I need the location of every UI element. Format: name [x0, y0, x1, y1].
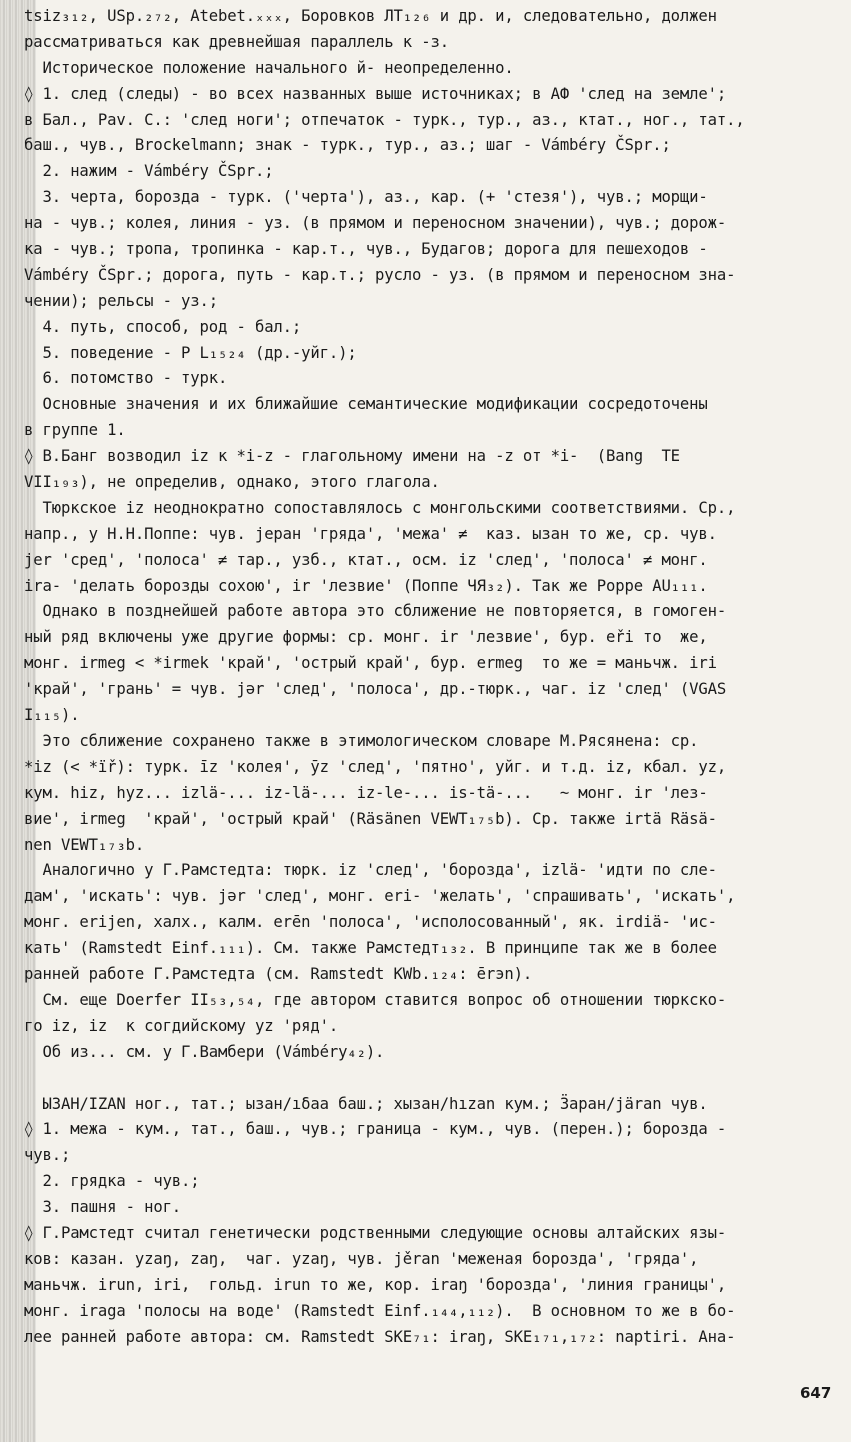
text-line: ЫЗАН/IZAN ног., тат.; ызан/ıδaa баш.; хызан/hızan кум.; Ӟаран/järan чув.	[24, 1094, 708, 1113]
text-line: кум. hiz, hyz... izlä-... iz-lä-... iz-le-... is-tä-... ~ монг. ir 'лез-	[24, 783, 708, 802]
text-line: Однако в позднейшей работе автора это сближение не повторяется, в гомоген-	[24, 602, 727, 621]
text-line: Vámbéry ČSpr.; дорога, путь - кар.т.; русло - уз. (в прямом и переносном зна-	[24, 265, 736, 284]
text-line: рассматриваться как древнейшая параллель к -з.	[24, 32, 449, 51]
text-line: ◊ 1. межа - кум., тат., баш., чув.; граница - кум., чув. (перен.); борозда -	[24, 1120, 727, 1139]
text-line: монг. irmeg < *irmek 'край', 'острый край', бур. ermeg то же = маньчж. iri	[24, 654, 717, 673]
text-line: VII₁₉₃), не определив, однако, этого глагола.	[24, 473, 440, 492]
text-line: jer 'сред', 'полоса' ≠ тар., узб., ктат., осм. iz 'след', 'полоса' ≠ монг.	[24, 550, 708, 569]
text-line: кать' (Ramstedt Einf.₁₁₁). См. также Рамстедт₁₃₂. В принципе так же в более	[24, 939, 717, 958]
text-line: Аналогично у Г.Рамстедта: тюрк. iz 'след', 'борозда', izlä- 'идти по сле-	[24, 861, 717, 880]
text-line: Основные значения и их ближайшие семантические модификации сосредоточены	[24, 395, 708, 414]
text-line: маньчж. irun, iri, гольд. irun то же, кор. iraŋ 'борозда', 'линия границы',	[24, 1275, 727, 1294]
text-line: 2. нажим - Vámbéry ČSpr.;	[24, 162, 274, 181]
text-line: ira- 'делать борозды сохою', ir 'лезвие' (Поппе ЧЯ₃₂). Так же Poppe AU₁₁₁.	[24, 576, 708, 595]
text-line: 2. грядка - чув.;	[24, 1172, 200, 1191]
text-line: 6. потомство - турк.	[24, 369, 228, 388]
text-line: в Бал., Pav. C.: 'след ноги'; отпечаток - турк., тур., аз., ктат., ног., тат.,	[24, 110, 745, 129]
text-line: чении); рельсы - уз.;	[24, 291, 219, 310]
text-line: на - чув.; колея, линия - уз. (в прямом и переносном значении), чув.; дорож-	[24, 214, 727, 233]
text-line: монг. iraga 'полосы на воде' (Ramstedt Einf.₁₄₄,₁₁₂). В основном то же в бо-	[24, 1301, 736, 1320]
text-line: Историческое положение начального й- неопределенно.	[24, 58, 514, 77]
text-line: в группе 1.	[24, 421, 126, 440]
text-line: ков: казан. yzaŋ, zaŋ, чаг. yzaŋ, чув. jěran 'меженая борозда', 'гряда',	[24, 1249, 699, 1268]
text-line: 5. поведение - Р L₁₅₂₄ (др.-уйг.);	[24, 343, 357, 362]
text-line: Это сближение сохранено также в этимологическом словаре М.Рясянена: ср.	[24, 731, 699, 750]
entry-separator	[24, 1066, 836, 1092]
text-line: ◊ В.Банг возводил iz к *i-z - глагольному имени на -z от *i- (Bang TE	[24, 447, 680, 466]
text-line: го iz, iz к согдийскому yz 'ряд'.	[24, 1016, 339, 1035]
text-line: ный ряд включены уже другие формы: ср. монг. ir 'лезвие', бур. eři то же,	[24, 628, 708, 647]
text-line: I₁₁₅).	[24, 706, 80, 725]
text-line: nen VEWT₁₇₃b.	[24, 835, 145, 854]
text-block-izan	[24, 1092, 836, 1351]
text-line: 4. путь, способ, род - бал.;	[24, 317, 302, 336]
text-line: *iz (< *ïř): турк. īz 'колея', ȳz 'след', 'пятно', уйг. и т.д. iz, кбал. yz,	[24, 757, 727, 776]
document-page	[24, 4, 836, 1350]
text-line: Тюркское iz неоднократно сопоставлялось с монгольскими соответствиями. Ср.,	[24, 498, 736, 517]
text-line: ранней работе Г.Рамстедта (см. Ramstedt KWb.₁₂₄: ērэn).	[24, 964, 533, 983]
text-line: 3. пашня - ног.	[24, 1198, 182, 1217]
text-line: монг. erijen, халх., калм. erēn 'полоса', 'исполосованный', як. irdiä- 'ис-	[24, 913, 717, 932]
text-block-iz	[24, 4, 836, 1066]
text-line: дам', 'искать': чув. jər 'след', монг. eri- 'желать', 'спрашивать', 'искать',	[24, 887, 736, 906]
text-line: лее ранней работе автора: см. Ramstedt SKE₇₁: iraŋ, SKE₁₇₁,₁₇₂: naptiri. Ана-	[24, 1327, 736, 1346]
text-line: 'край', 'грань' = чув. jər 'след', 'полоса', др.-тюрк., чаг. iz 'след' (VGAS	[24, 680, 727, 699]
text-line: напр., у Н.Н.Поппе: чув. jeран 'гряда', 'межа' ≠ каз. ызан то же, ср. чув.	[24, 524, 717, 543]
text-line: ка - чув.; тропа, тропинка - кар.т., чув., Будагов; дорога для пешеходов -	[24, 240, 708, 259]
text-line: чув.;	[24, 1146, 71, 1165]
text-line: tsiz₃₁₂, USp.₂₇₂, Atebet.ₓₓₓ, Боровков ЛТ₁₂₆ и др. и, следовательно, должен	[24, 7, 717, 25]
text-line: ◊ Г.Рамстедт считал генетически родственными следующие основы алтайских язы-	[24, 1223, 727, 1242]
text-line: ◊ 1. след (следы) - во всех названных выше источниках; в АФ 'след на земле';	[24, 84, 727, 103]
text-line: См. еще Doerfer II₅₃,₅₄, где автором ставится вопрос об отношении тюркско-	[24, 990, 727, 1009]
text-line: баш., чув., Brockelmann; знак - турк., тур., аз.; шаг - Vámbéry ČSpr.;	[24, 136, 671, 155]
page-number: 647	[800, 1384, 832, 1402]
text-line: 3. черта, борозда - турк. ('черта'), аз., кар. (+ 'стезя'), чув.; морщи-	[24, 188, 708, 207]
text-line: Об из... см. у Г.Вамбери (Vámbéry₄₂).	[24, 1042, 385, 1061]
text-line: вие', irmeg 'край', 'острый край' (Räsänen VEWT₁₇₅b). Ср. также irtä Räsä-	[24, 809, 717, 828]
